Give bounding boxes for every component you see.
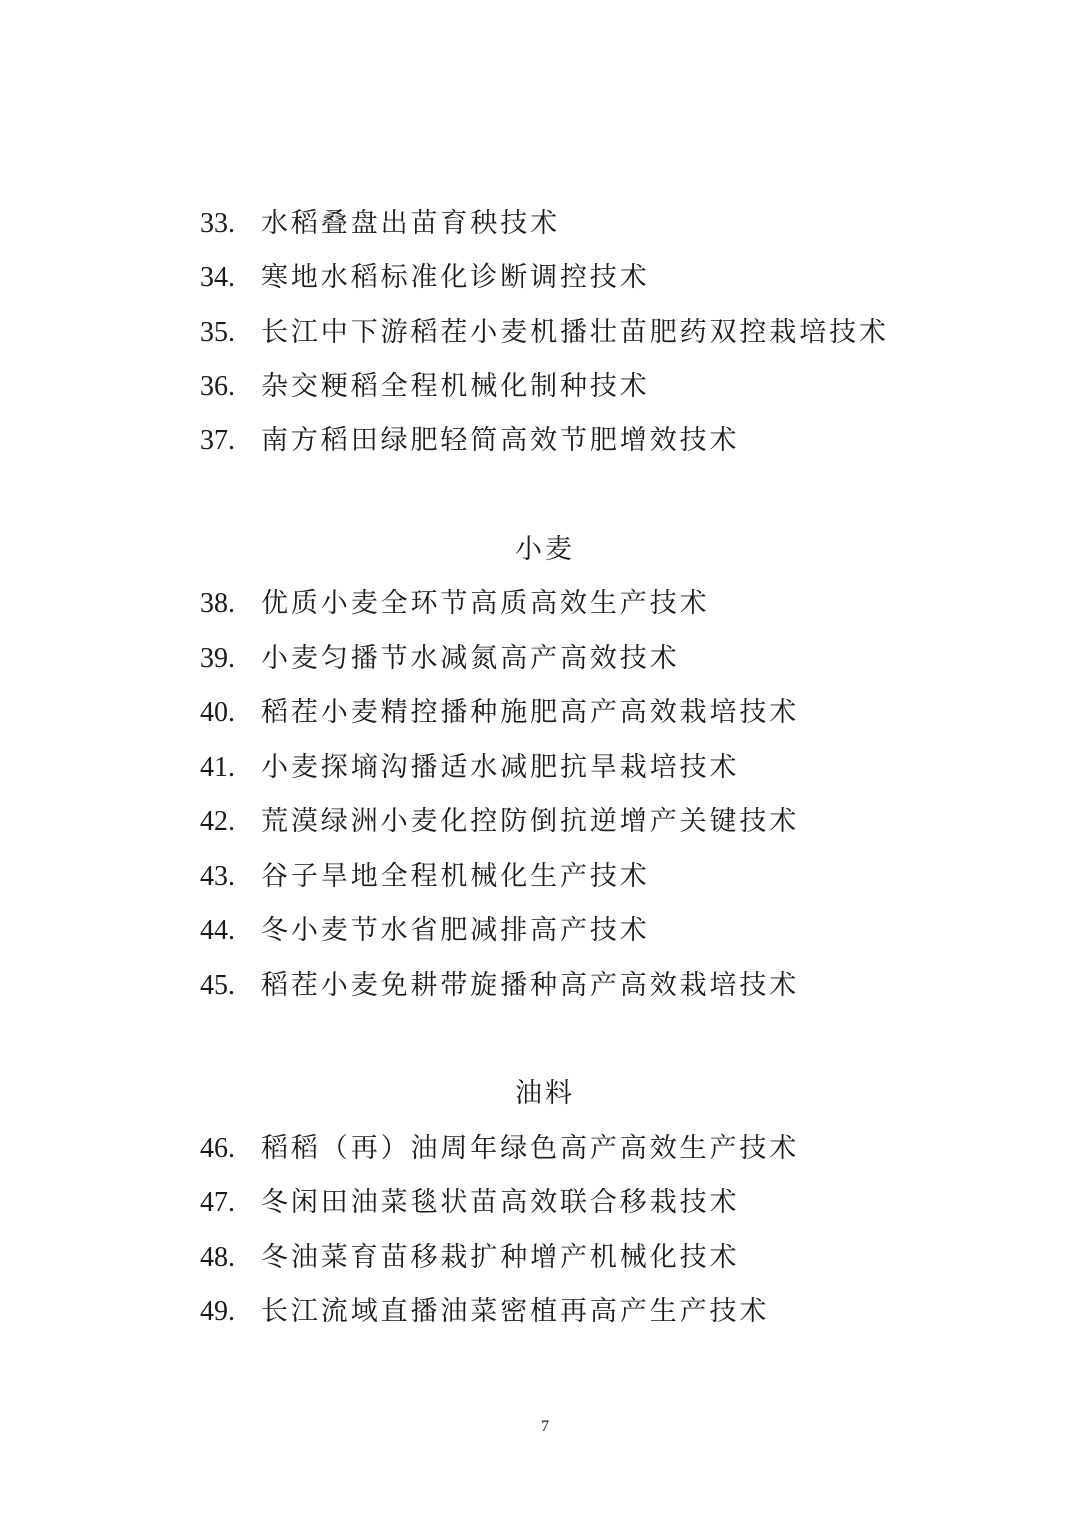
section-heading-wheat: 小麦 xyxy=(515,534,575,565)
item-text: 优质小麦全环节高质高效生产技术 xyxy=(261,588,710,619)
item-number: 43. xyxy=(200,861,235,892)
item-text: 南方稻田绿肥轻简高效节肥增效技术 xyxy=(261,425,740,456)
item-number: 41. xyxy=(200,752,235,783)
item-number: 38. xyxy=(200,588,235,619)
item-text: 冬小麦节水省肥减排高产技术 xyxy=(261,915,650,946)
item-number: 35. xyxy=(200,317,235,348)
item-number: 33. xyxy=(200,208,235,239)
item-number: 40. xyxy=(200,697,235,728)
item-number: 39. xyxy=(200,643,235,674)
item-text: 小麦匀播节水减氮高产高效技术 xyxy=(261,643,680,674)
item-text: 冬油菜育苗移栽扩种增产机械化技术 xyxy=(261,1242,740,1273)
item-number: 36. xyxy=(200,371,235,402)
item-text: 稻茬小麦精控播种施肥高产高效栽培技术 xyxy=(261,697,800,728)
item-text: 水稻叠盘出苗育秧技术 xyxy=(261,208,560,239)
item-number: 34. xyxy=(200,262,235,293)
item-number: 44. xyxy=(200,915,235,946)
item-number: 48. xyxy=(200,1242,235,1273)
item-number: 47. xyxy=(200,1187,235,1218)
item-number: 45. xyxy=(200,970,235,1001)
item-text: 稻稻（再）油周年绿色高产高效生产技术 xyxy=(261,1133,800,1164)
item-text: 荒漠绿洲小麦化控防倒抗逆增产关键技术 xyxy=(261,806,800,837)
item-text: 寒地水稻标准化诊断调控技术 xyxy=(261,262,650,293)
item-text: 长江流域直播油菜密植再高产生产技术 xyxy=(261,1296,770,1327)
item-number: 49. xyxy=(200,1296,235,1327)
section-heading-oilseed: 油料 xyxy=(515,1078,575,1109)
item-number: 46. xyxy=(200,1133,235,1164)
item-text: 杂交粳稻全程机械化制种技术 xyxy=(261,371,650,402)
item-number: 42. xyxy=(200,806,235,837)
item-text: 小麦探墒沟播适水减肥抗旱栽培技术 xyxy=(261,752,740,783)
item-text: 稻茬小麦免耕带旋播种高产高效栽培技术 xyxy=(261,970,800,1001)
item-text: 长江中下游稻茬小麦机播壮苗肥药双控栽培技术 xyxy=(261,317,889,348)
item-text: 谷子旱地全程机械化生产技术 xyxy=(261,861,650,892)
item-number: 37. xyxy=(200,425,235,456)
page-number: 7 xyxy=(541,1418,549,1435)
item-text: 冬闲田油菜毯状苗高效联合移栽技术 xyxy=(261,1187,740,1218)
